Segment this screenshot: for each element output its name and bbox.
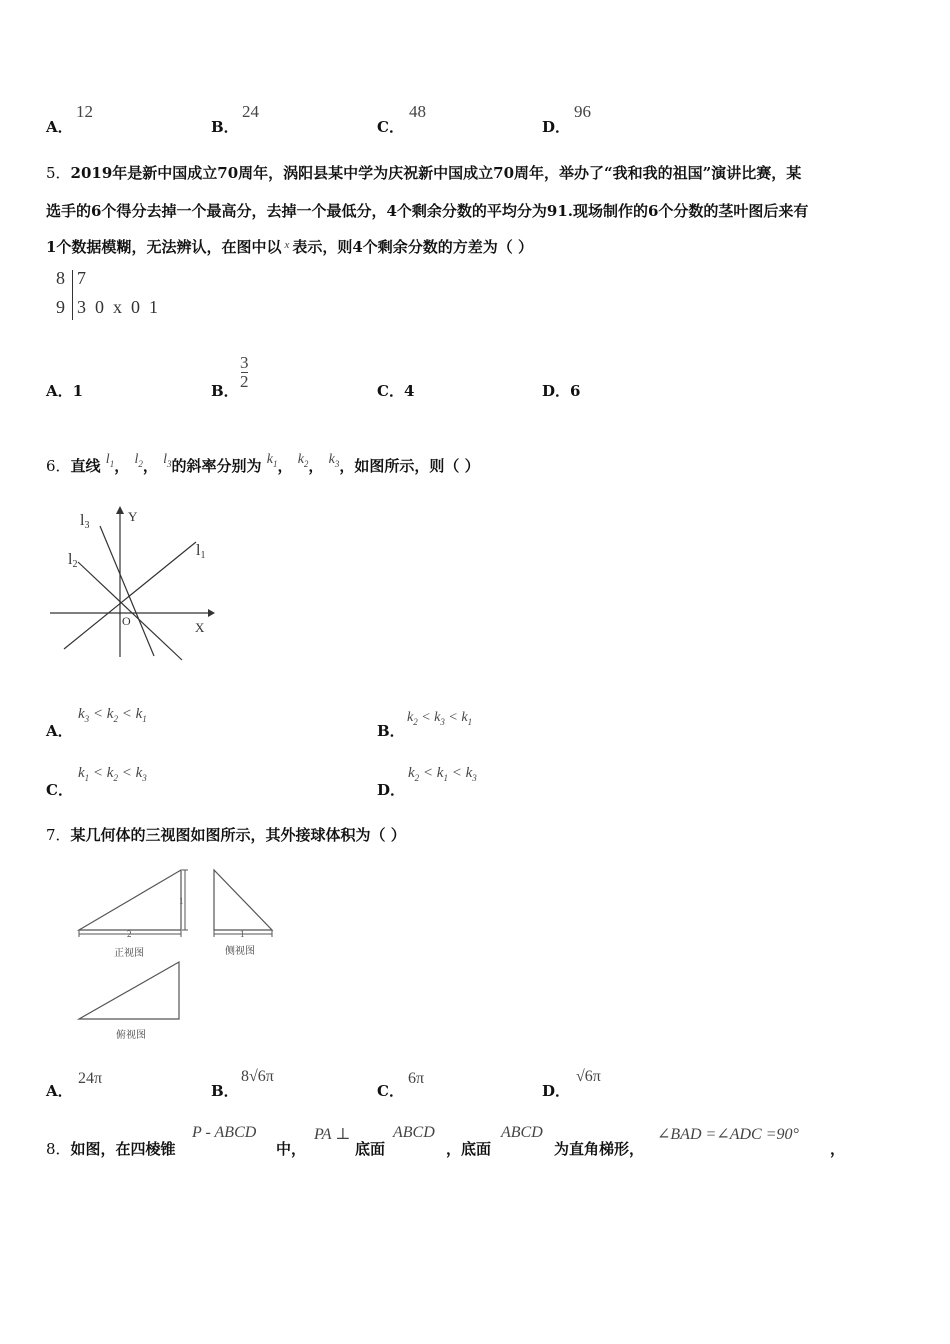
side-view-label: 侧视图 (225, 946, 255, 957)
graph-label-l2 (68, 551, 77, 570)
side-view-triangle (214, 870, 272, 930)
q8-text-2: 中， (276, 1140, 307, 1158)
subscript: 1 (272, 458, 278, 469)
subscript: 3 (440, 716, 445, 727)
l-symbol: l (196, 542, 201, 559)
q7-option-a-value: 24π (78, 1070, 103, 1087)
q4-option-b-value: 24 (242, 102, 259, 121)
subscript: 3 (166, 458, 172, 469)
q8-math-pa-perp: PA ⊥ (314, 1126, 351, 1143)
q7-number: 7． (46, 826, 71, 844)
q5-line2: 选手的6个得分去掉一个最高分，去掉一个最低分，4个剩余分数的平均分为91.现场制作的6个分数的茎叶图后来有 (46, 202, 809, 220)
q8-text-3: 底面 (355, 1140, 386, 1158)
q4-option-c-value: 48 (409, 102, 426, 121)
subscript: 1 (109, 458, 115, 469)
q5-option-b-fraction (240, 354, 249, 391)
subscript: 3 (84, 714, 90, 724)
leaf-row1: 7 (77, 268, 86, 288)
front-view-label: 正视图 (114, 948, 144, 959)
fraction-denominator: 2 (240, 372, 249, 391)
l-symbol: l (68, 551, 73, 568)
q8-text-4: ，底面 (446, 1140, 492, 1158)
q8-math-abcd-2: ABCD (501, 1124, 543, 1141)
front-view-triangle (79, 870, 181, 930)
q6-option-d-expr: $k_2 < k_1 < k_3$ (408, 765, 477, 783)
q6-text-1: 直线 (70, 457, 101, 475)
subscript: 2 (113, 773, 118, 783)
l-symbol: l (80, 512, 85, 529)
q6-line-graph (44, 502, 224, 667)
front-dim-2: 2 (127, 929, 132, 939)
q8-number: 8． (46, 1140, 71, 1158)
subscript: 1 (84, 773, 90, 783)
subscript: 2 (138, 458, 143, 469)
q6-text-2: 的斜率分别为 (171, 457, 262, 475)
subscript: 1 (443, 773, 448, 783)
option-value: 6 (570, 382, 581, 400)
option-label: D． (542, 382, 571, 400)
q7-three-views (74, 864, 284, 1044)
q6-option-c-label: C． (46, 781, 73, 799)
q7-text: 某几何体的三视图如图所示，其外接球体积为（ ） (70, 826, 406, 844)
fraction-numerator: 3 (240, 353, 249, 372)
subscript: 3 (142, 773, 147, 783)
q7-option-d-label: D． (542, 1082, 571, 1100)
q8-math-angles: ∠BAD =∠ADC =90° (657, 1126, 799, 1143)
q7-option-d-value: √6π (576, 1068, 601, 1085)
front-dim-1: 1 (179, 896, 184, 906)
q5-text-1: 2019年是新中国成立70周年，涡阳县某中学为庆祝新中国成立70周年，举办了“我和我的祖国”演讲比赛，某 (70, 164, 802, 182)
q5-option-d (542, 380, 580, 401)
line-l2 (134, 452, 142, 467)
q7-option-c-label: C． (377, 1082, 404, 1100)
q8-math-abcd-1: ABCD (393, 1124, 435, 1141)
q6-option-b-label: B． (377, 722, 405, 740)
k-symbol: k (297, 452, 304, 467)
line-l2-path (78, 562, 182, 660)
separator: ， (142, 457, 158, 475)
subscript: 1 (467, 716, 473, 727)
q6-option-b-expr: $k_2 < k_3 < k_1$ (407, 710, 473, 727)
q5-option-c (377, 380, 414, 401)
subscript: 2 (414, 773, 420, 783)
stem-divider (72, 270, 73, 320)
line-l1-path (64, 542, 196, 649)
side-dim-1: 1 (240, 929, 245, 939)
subscript: 2 (72, 559, 78, 570)
slope-k1 (267, 452, 278, 467)
graph-label-l3 (80, 512, 89, 531)
q8-text-1: 如图，在四棱锥 (70, 1140, 176, 1158)
q4-option-b: B． (211, 118, 239, 136)
q7-option-c-value: 6π (408, 1070, 425, 1087)
q8-math-pyramid: P - ABCD (192, 1124, 257, 1141)
q7-option-b-label: B． (211, 1082, 239, 1100)
top-view-label: 俯视图 (116, 1030, 146, 1041)
separator: ， (308, 457, 324, 475)
q6-option-c-expr: $k_1 < k_2 < k_3$ (78, 765, 147, 783)
q4-option-a (46, 116, 73, 137)
q5-variable-x: x (284, 239, 290, 251)
q8-text-5: 为直角梯形， (554, 1140, 645, 1158)
subscript: 1 (142, 714, 147, 724)
q6-number: 6． (46, 457, 71, 475)
q6-option-a-label: A． (46, 722, 73, 740)
subscript: 3 (334, 458, 340, 469)
origin-label: O (122, 614, 131, 628)
q5-line1 (46, 162, 801, 183)
q7-stem (46, 824, 406, 845)
subscript: 2 (303, 458, 309, 469)
q7-option-b-value: 8√6π (241, 1068, 274, 1085)
q8-stem (46, 1138, 176, 1159)
q6-option-d-label: D． (377, 781, 406, 799)
stem-row1: 8 (56, 268, 65, 288)
graph-label-l1 (196, 542, 205, 561)
k-symbol: k (328, 452, 335, 467)
subscript: 2 (413, 716, 418, 727)
option-label: A． (46, 118, 73, 136)
subscript: 1 (200, 550, 206, 561)
x-axis-arrow (208, 609, 215, 617)
subscript: 2 (113, 714, 118, 724)
q4-option-a-value: 12 (76, 102, 93, 121)
subscript: 3 (472, 773, 477, 783)
q4-option-c: C． (377, 118, 404, 136)
q5-number: 5． (46, 164, 71, 182)
q8-text-6: ， (830, 1140, 846, 1158)
top-view-triangle (79, 962, 179, 1019)
subscript: 3 (84, 520, 90, 531)
option-label: A． (46, 382, 73, 400)
q4-option-d: D． (542, 118, 571, 136)
y-axis-arrow (116, 506, 124, 514)
line-l1 (106, 452, 114, 467)
slope-k3 (329, 452, 340, 467)
option-value: 1 (72, 382, 84, 400)
k-symbol: k (266, 452, 273, 467)
q6-option-a-expr: $k_3 < k_2 < k_1$ (78, 706, 147, 724)
q5-option-b: B． (211, 382, 239, 400)
y-axis-label: Y (128, 509, 138, 524)
option-value: 4 (403, 382, 415, 400)
option-label: C． (377, 382, 404, 400)
q4-option-d-value: 96 (574, 102, 591, 121)
l-symbol: l (163, 452, 167, 467)
q7-option-a-label: A． (46, 1082, 73, 1100)
leaf-row2: 3 0 x 0 1 (77, 297, 158, 317)
separator: ， (114, 457, 130, 475)
q6-stem (46, 452, 480, 476)
l-symbol: l (134, 452, 139, 467)
stem-row2: 9 (56, 297, 65, 317)
x-axis-label: X (195, 620, 205, 635)
q5-text-3a: 1个数据模糊，无法辨认，在图中以 (46, 238, 282, 256)
q6-text-3: ，如图所示，则（ ） (339, 457, 480, 475)
q5-text-3b: 表示，则4个剩余分数的方差为（ ） (292, 238, 534, 256)
q5-line3 (46, 236, 533, 257)
q5-option-a (46, 380, 83, 401)
separator: ， (277, 457, 293, 475)
l-symbol: l (105, 452, 110, 467)
slope-k2 (298, 452, 309, 467)
